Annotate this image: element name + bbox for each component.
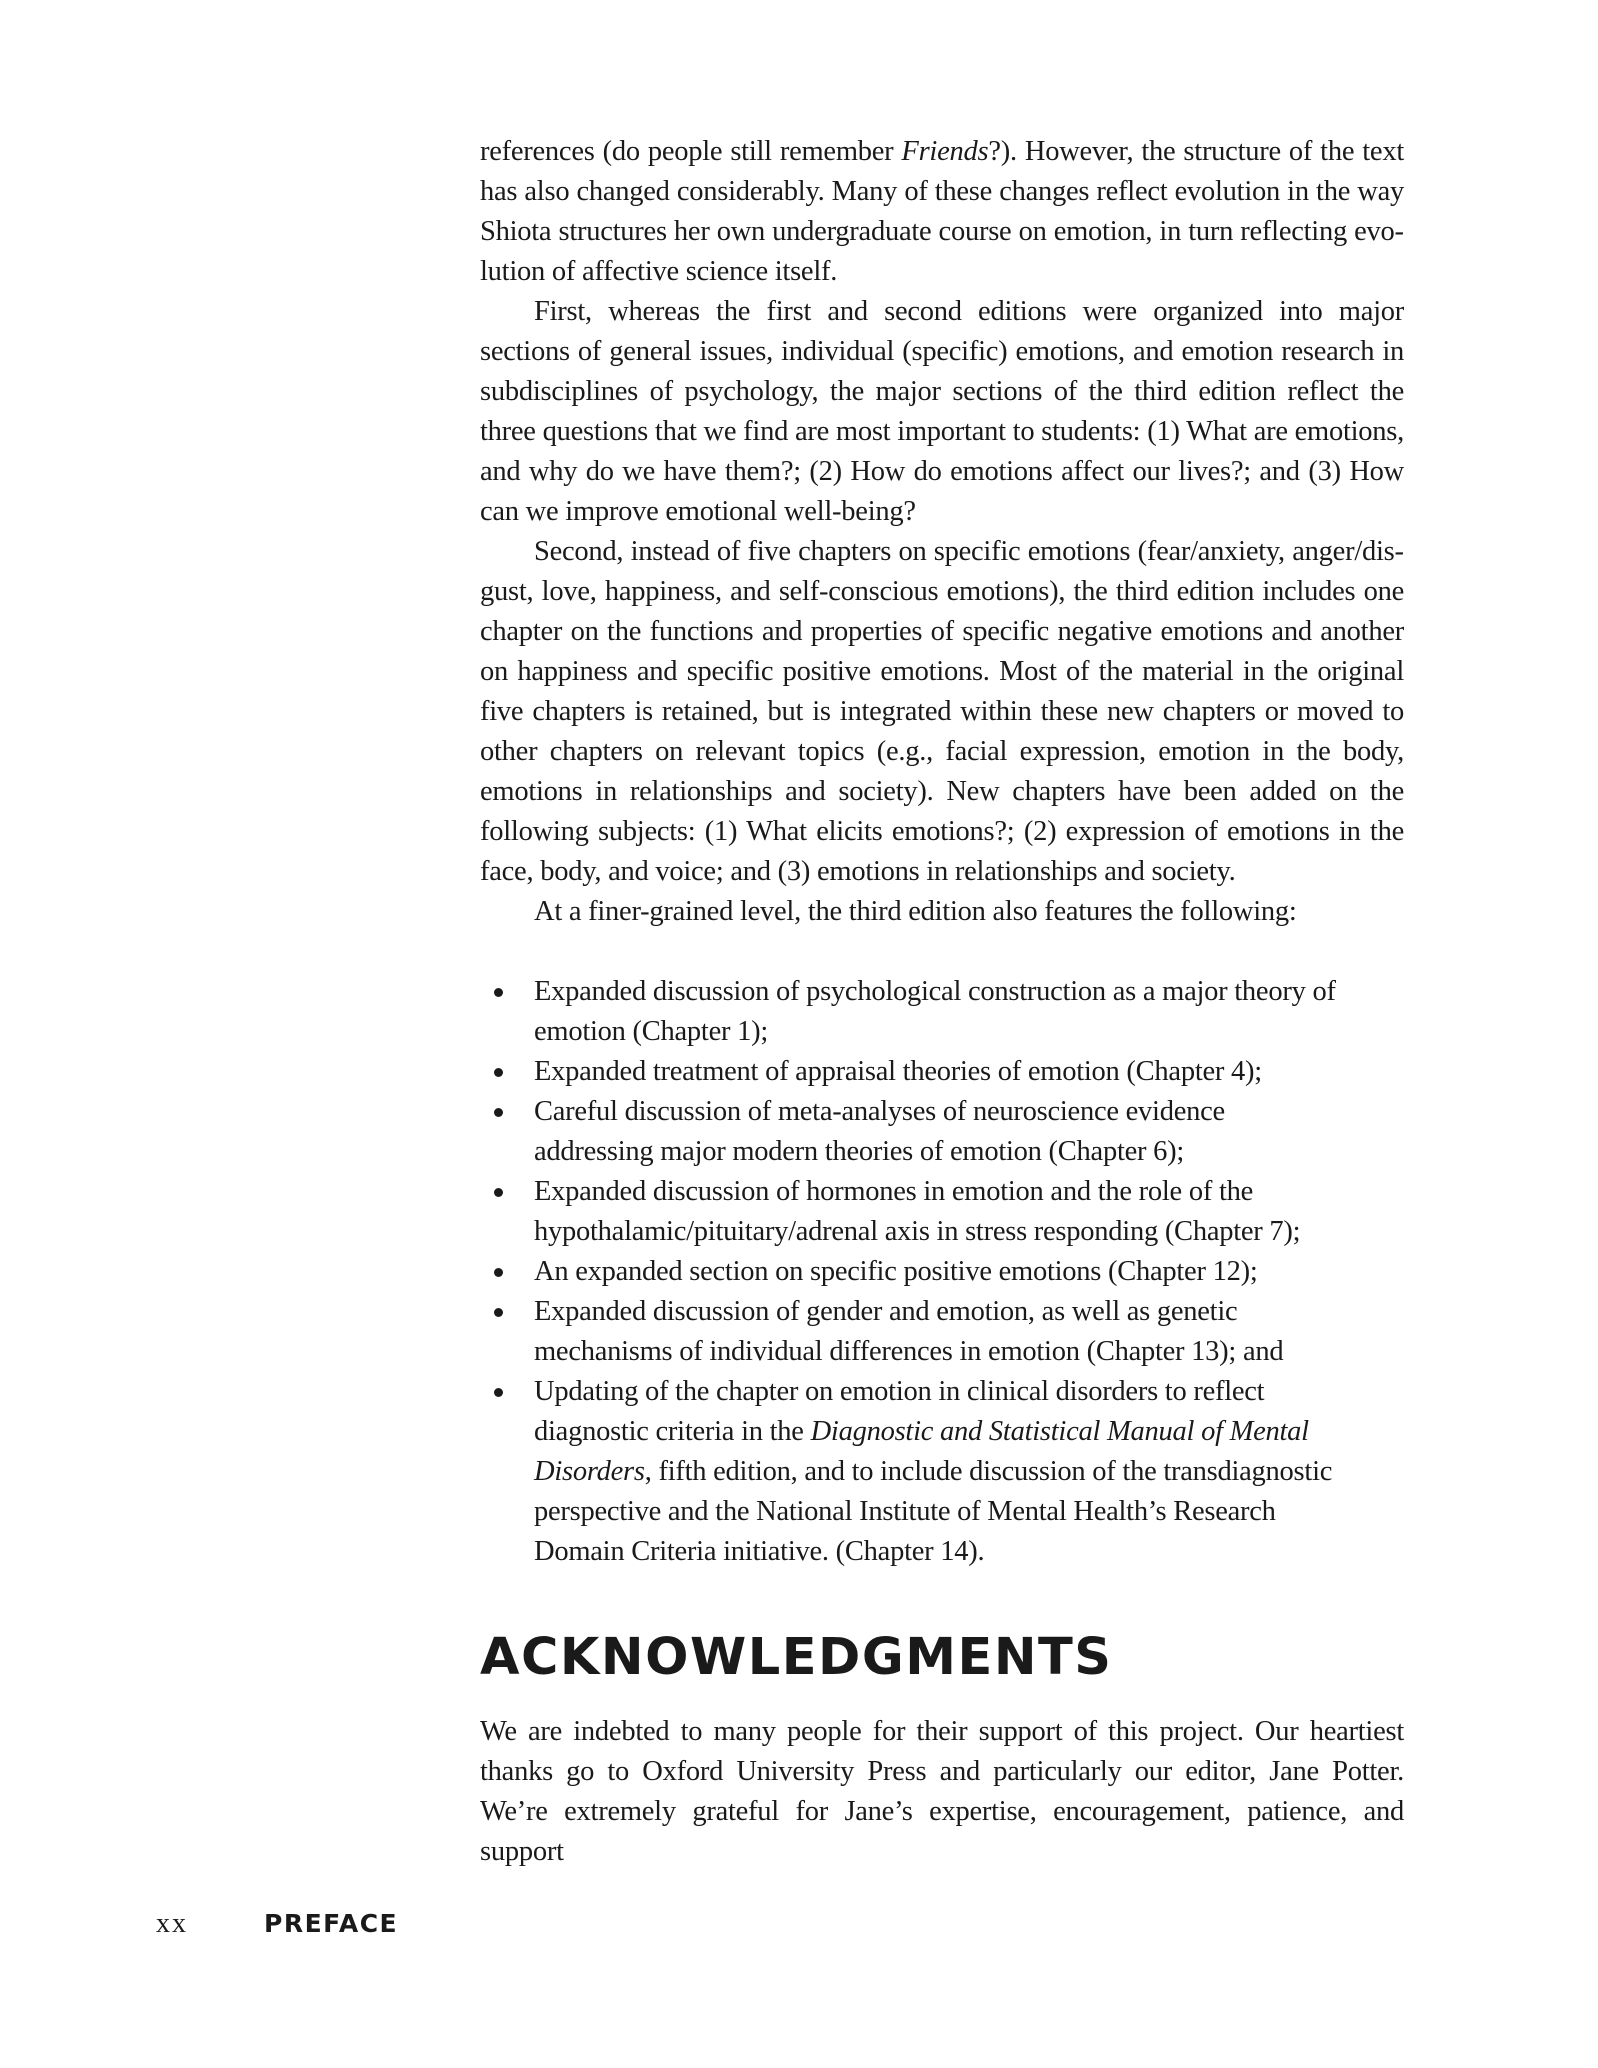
feature-item	[480, 1052, 1404, 1092]
feature-item	[480, 1092, 1404, 1172]
feature-text-after: , fifth edition, and to include discussion of the transdiagnostic perspective and the National Institute of Mental Health’s Research Domain Criteria initiative. (Chapter 14).	[534, 1456, 1333, 1567]
paragraph-intro	[480, 132, 1404, 292]
feature-text: Expanded discussion of psychological construction as a major theory of emotion (Chapter 1);	[534, 976, 1336, 1047]
paragraph-second-change: Second, instead of five chapters on specific emotions (fear/anxiety, anger/disgust, love, happiness, and self-conscious emotions), the third edition includes one chapter on the functions and properties of specific negative emotions and another on happiness and specific positive emotions. Most of the material in the original five chapters is retained, but is integrated within these new chapters or moved to other chapters on relevant topics (e.g., facial expression, emotion in the body, emotions in relationships and society). New chapters have been added on the following subjects: (1) What elicits emotions?; (2) expression of emotions in the face, body, and voice; and (3) emotions in relationships and society.	[480, 536, 1404, 887]
feature-text: Careful discussion of meta-analyses of neuroscience evidence addressing major modern theories of emotion (Chapter 6);	[534, 1096, 1225, 1167]
feature-text-before: Updating of the chapter on emotion in clinical disorders to reflect diagnostic criteria in the	[534, 1376, 1265, 1447]
bullet-icon	[494, 1308, 503, 1317]
bullet-icon	[494, 1388, 503, 1397]
feature-item	[480, 1372, 1404, 1572]
feature-text: Expanded discussion of hormones in emotion and the role of the hypothalamic/pituitary/adrenal axis in stress responding (Chapter 7);	[534, 1176, 1301, 1247]
paragraph-intro-after: ?). However, the structure of the text has also changed considerably. Many of these changes reflect evolution in the way Shiota structures her own undergraduate course on emotion, in turn reflecting evolution of affective science itself.	[480, 136, 1404, 287]
feature-text: Expanded treatment of appraisal theories of emotion (Chapter 4);	[534, 1056, 1262, 1087]
page-footer	[156, 1908, 398, 1940]
bullet-icon	[494, 1188, 503, 1197]
main-text-column	[480, 132, 1404, 1872]
bullet-icon	[494, 988, 503, 997]
page-number: xx	[156, 1908, 188, 1939]
feature-item	[480, 972, 1404, 1052]
bullet-icon	[494, 1268, 503, 1277]
friends-title: Friends	[901, 136, 989, 167]
feature-item	[480, 1252, 1404, 1292]
acknowledgments-paragraph: We are indebted to many people for their support of this project. Our heartiest thanks go to Oxford University Press and particularly our editor, Jane Potter. We’re extremely grateful for Jane’s expertise, encouragement, patience, and support	[480, 1716, 1404, 1867]
feature-text: An expanded section on specific positive emotions (Chapter 12);	[534, 1256, 1258, 1287]
paragraph-first-change: First, whereas the first and second editions were organized into major sections of general issues, individual (specific) emotions, and emotion research in subdisciplines of psychology, the major sections of the third edition reflect the three questions that we find are most important to students: (1) What are emotions, and why do we have them?; (2) How do emotions affect our lives?; and (3) How can we improve emotional well-being?	[480, 296, 1404, 527]
feature-item	[480, 1292, 1404, 1372]
feature-item	[480, 1172, 1404, 1252]
acknowledgments-heading: ACKNOWLEDGMENTS	[480, 1628, 1113, 1687]
feature-list	[480, 972, 1404, 1572]
feature-text: Expanded discussion of gender and emotion, as well as genetic mechanisms of individual differences in emotion (Chapter 13); and	[534, 1296, 1284, 1367]
bullet-icon	[494, 1068, 503, 1077]
bullet-icon	[494, 1108, 503, 1117]
dsm-title: Diagnostic and Statistical Manual of Mental Disorders	[534, 1416, 1309, 1487]
running-head: PREFACE	[264, 1909, 399, 1938]
paragraph-intro-before: references (do people still remember	[480, 136, 902, 167]
paragraph-features-intro: At a finer-grained level, the third edition also features the following:	[534, 896, 1297, 927]
